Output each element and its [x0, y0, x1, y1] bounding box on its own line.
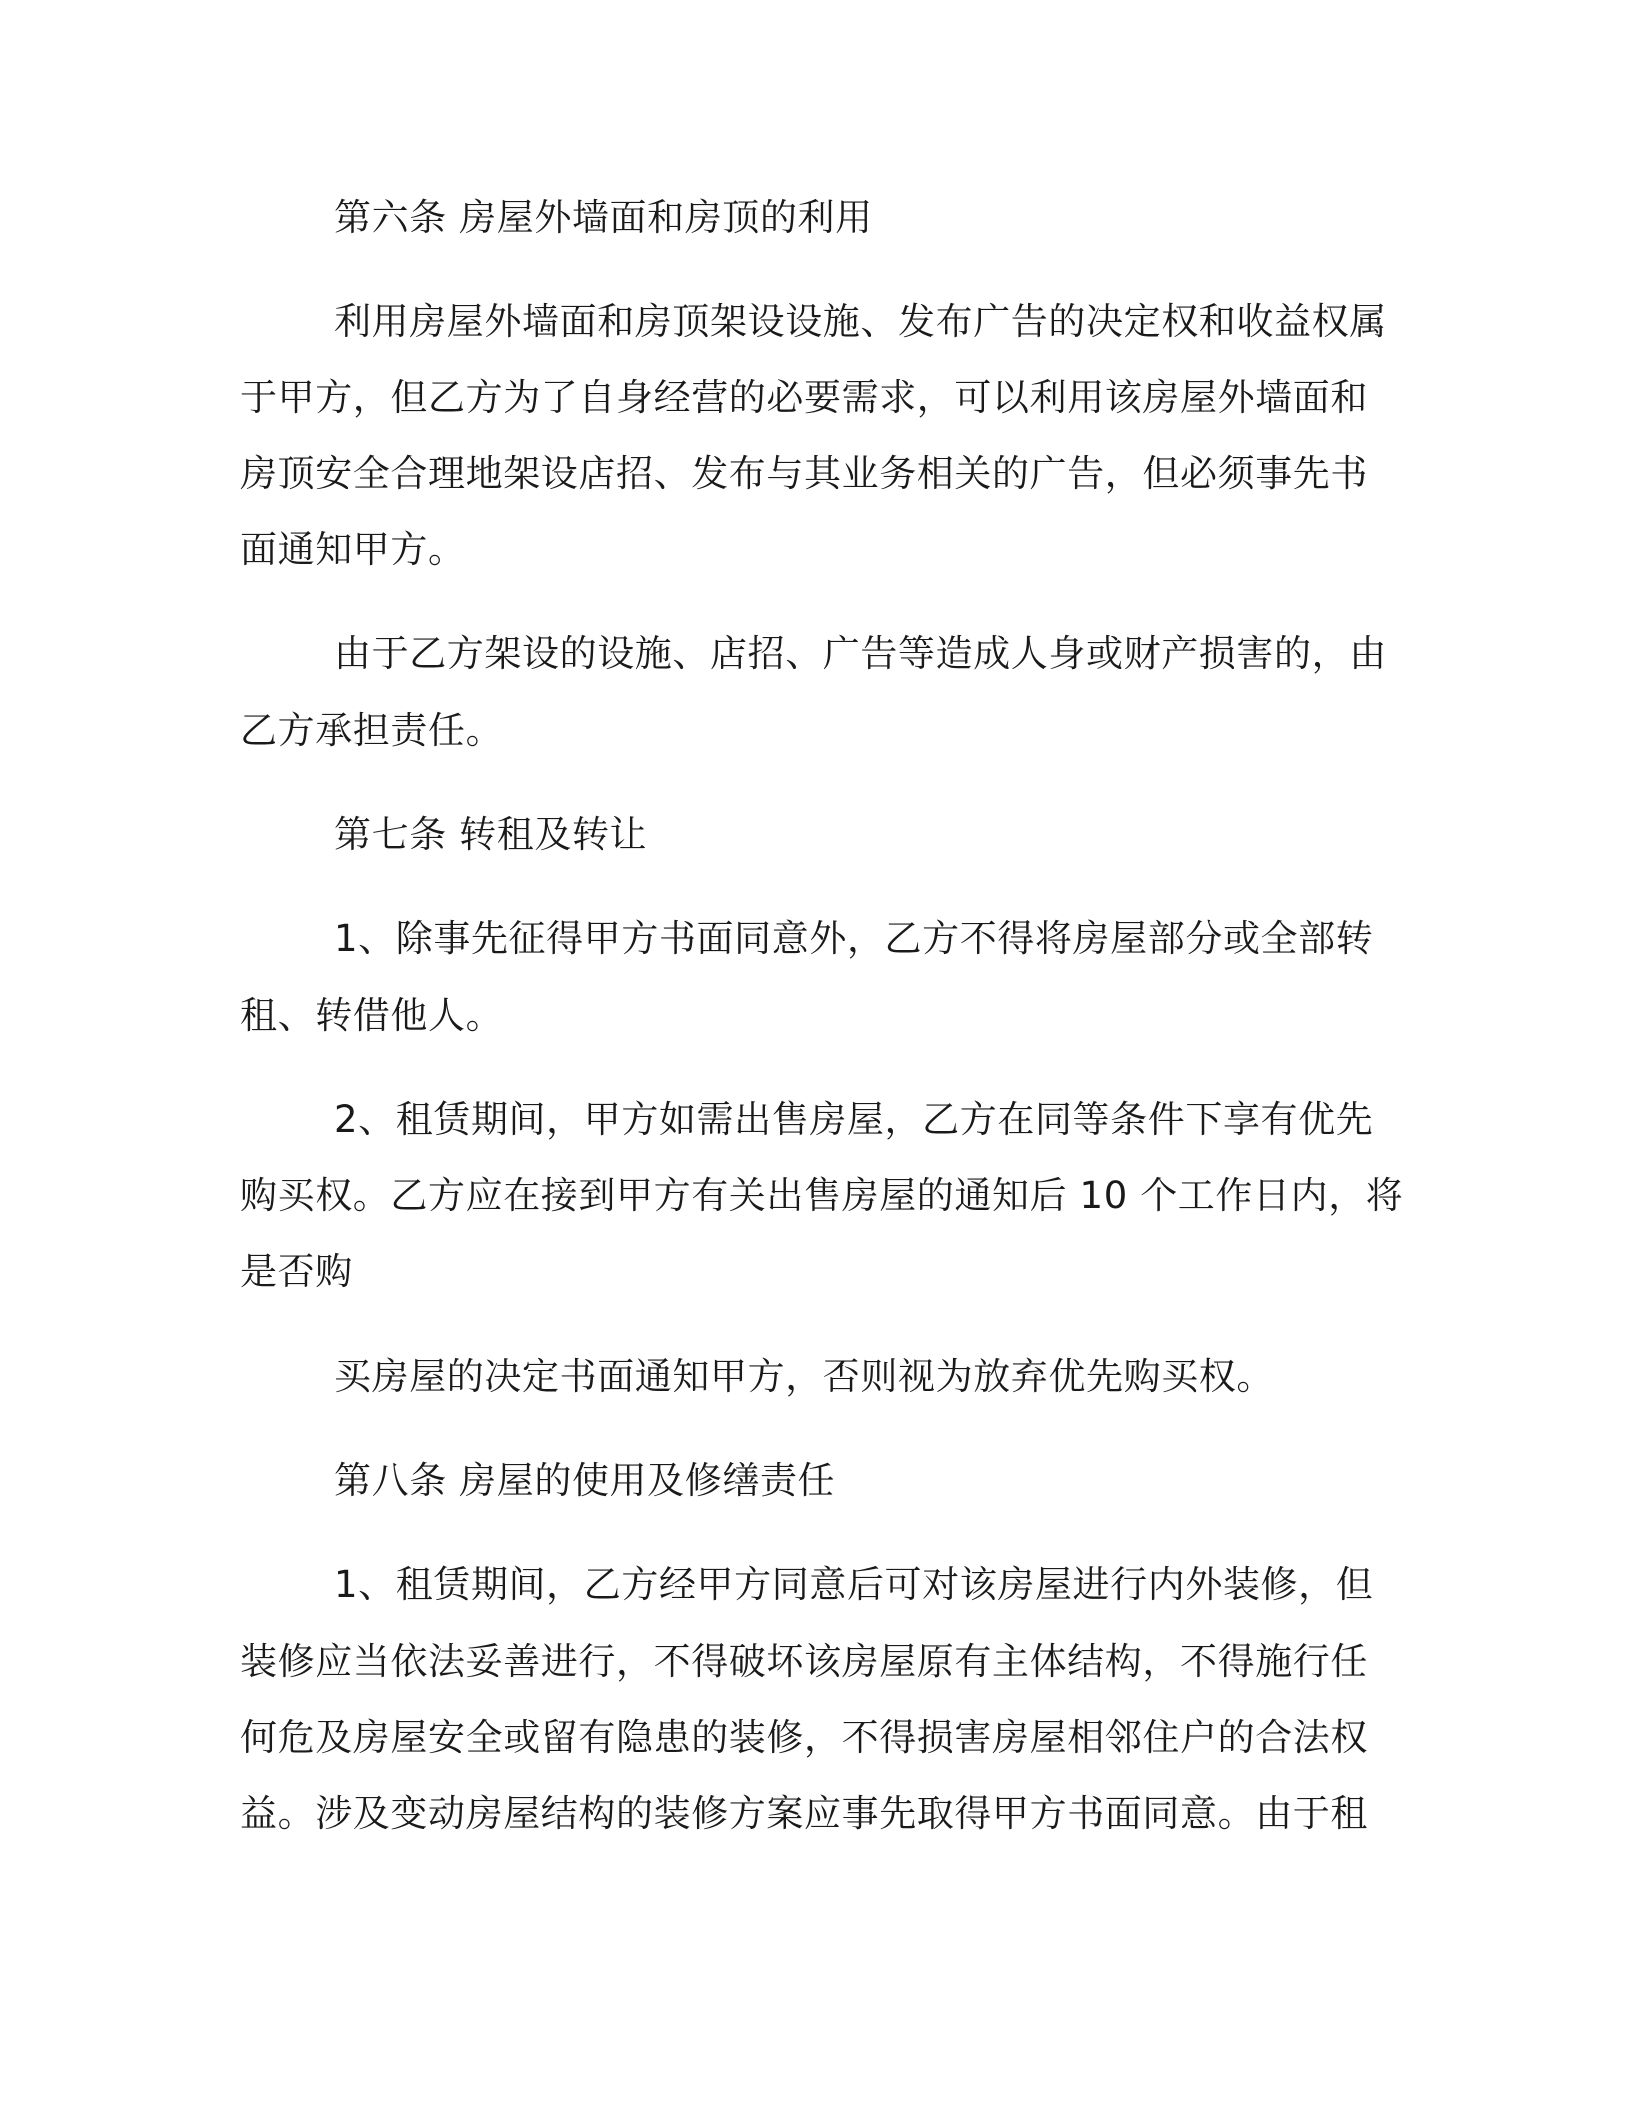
- article8-item1-line: 何危及房屋安全或留有隐患的装修，不得损害房屋相邻住户的合法权: [240, 1716, 1368, 1759]
- article8-item1-line: 1、租赁期间，乙方经甲方同意后可对该房屋进行内外装修，但: [334, 1563, 1374, 1606]
- article7-heading: 第七条 转租及转让: [334, 813, 648, 856]
- article6-para2-line: 由于乙方架设的设施、店招、广告等造成人身或财产损害的，由: [334, 632, 1387, 675]
- article8-heading: 第八条 房屋的使用及修缮责任: [334, 1459, 836, 1502]
- article6-para2-line: 乙方承担责任。: [240, 709, 504, 752]
- article6-para1-line: 利用房屋外墙面和房顶架设设施、发布广告的决定权和收益权属: [334, 300, 1387, 343]
- article8-item1-line: 益。涉及变动房屋结构的装修方案应事先取得甲方书面同意。由于租: [240, 1792, 1368, 1835]
- article8-item1-line: 装修应当依法妥善进行，不得破坏该房屋原有主体结构，不得施行任: [240, 1640, 1368, 1683]
- article6-heading: 第六条 房屋外墙面和房顶的利用: [334, 196, 873, 239]
- article7-item1-line: 租、转借他人。: [240, 994, 504, 1037]
- article6-para1-line: 于甲方，但乙方为了自身经营的必要需求，可以利用该房屋外墙面和: [240, 376, 1368, 419]
- article7-item2-line: 是否购: [240, 1250, 353, 1293]
- article7-item2-line: 购买权。乙方应在接到甲方有关出售房屋的通知后 10 个工作日内，将: [240, 1174, 1404, 1217]
- article6-para1-line: 面通知甲方。: [240, 528, 466, 571]
- article7-item2-continuation: 买房屋的决定书面通知甲方，否则视为放弃优先购买权。: [334, 1355, 1274, 1398]
- article7-item2-line: 2、租赁期间，甲方如需出售房屋，乙方在同等条件下享有优先: [334, 1098, 1374, 1141]
- article6-para1-line: 房顶安全合理地架设店招、发布与其业务相关的广告，但必须事先书: [240, 452, 1368, 495]
- article7-item1-line: 1、除事先征得甲方书面同意外，乙方不得将房屋部分或全部转: [334, 917, 1374, 960]
